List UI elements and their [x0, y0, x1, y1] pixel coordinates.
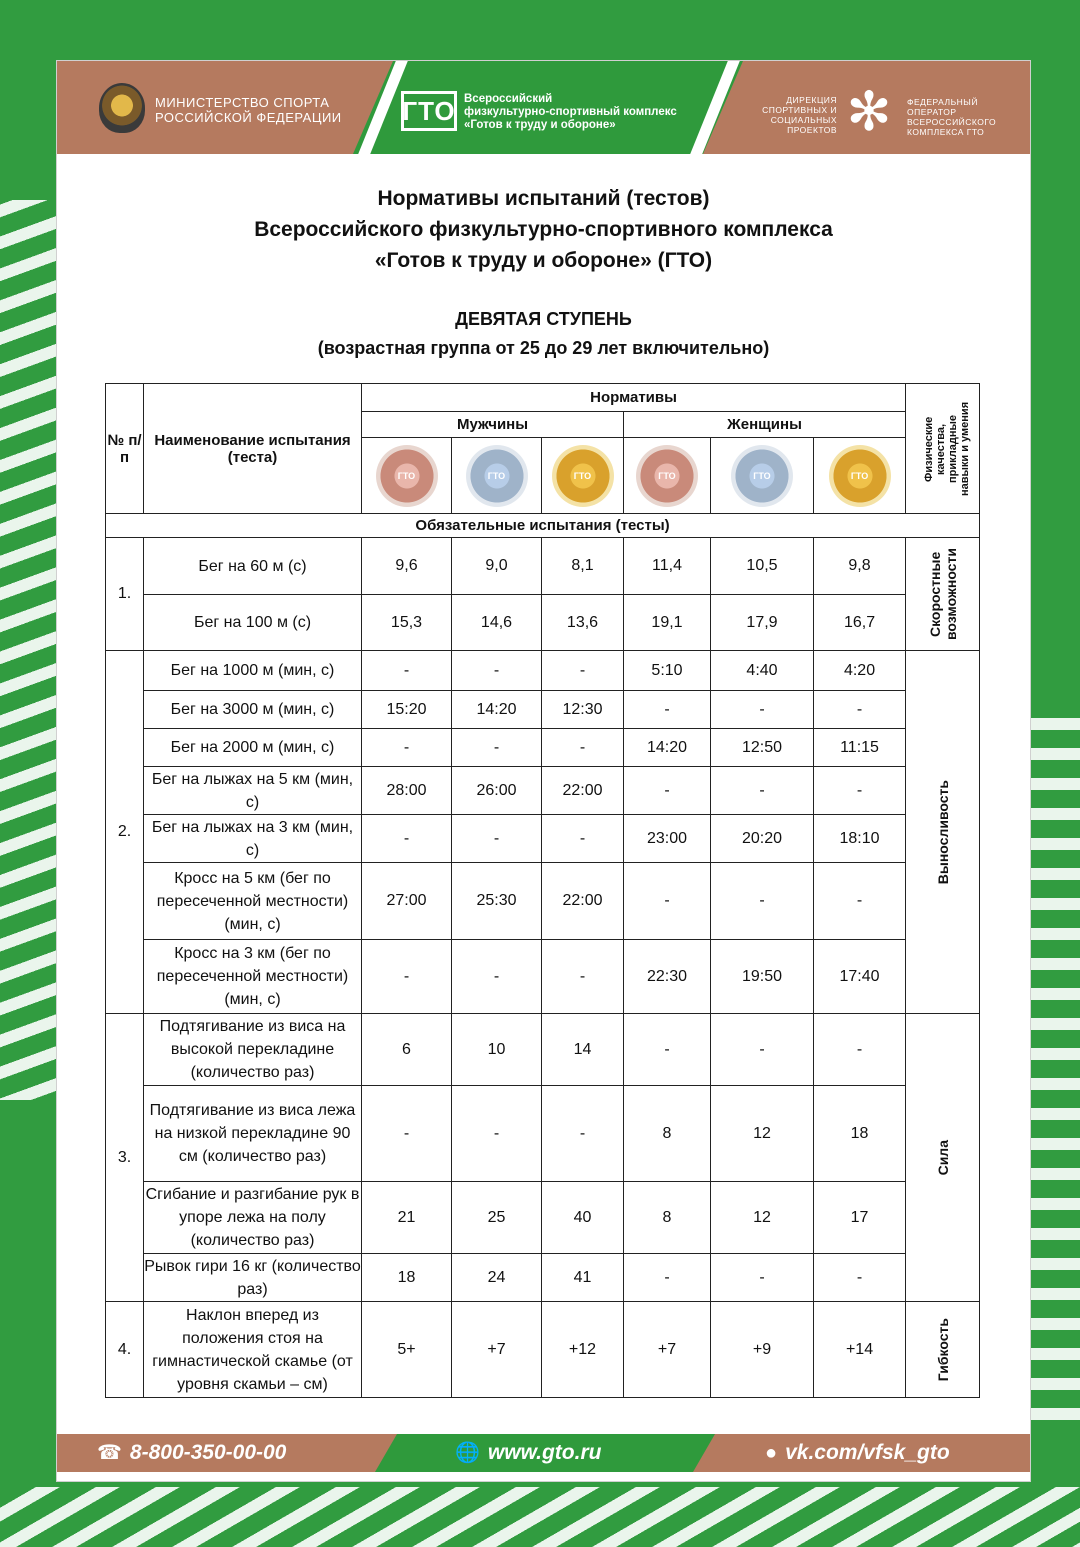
phone-icon: ☎	[97, 1442, 122, 1464]
gto-text-line: «Готов к труду и обороне»	[464, 119, 616, 131]
badge-silver-men	[452, 438, 542, 514]
norm-cell: 4:40	[711, 651, 814, 691]
norm-cell: +9	[711, 1302, 814, 1398]
table-row	[106, 691, 980, 729]
table-row	[106, 595, 980, 651]
quality-cell	[906, 1302, 980, 1398]
test-name: Наклон вперед из положения стоя на гимнастической скамье (от уровня скамьи – см)	[144, 1302, 362, 1398]
table-row	[106, 1302, 980, 1398]
test-name: Подтягивание из виса на высокой перекладине (количество раз)	[144, 1014, 362, 1086]
norm-cell: -	[362, 940, 452, 1014]
norm-cell: 10	[452, 1014, 542, 1086]
norm-cell: 14,6	[452, 595, 542, 651]
test-name: Кросс на 3 км (бег по пересеченной местности) (мин, с)	[144, 940, 362, 1014]
title-line: Всероссийского физкультурно-спортивного комплекса	[254, 218, 833, 241]
test-name: Бег на 60 м (с)	[144, 538, 362, 595]
norm-cell: 4:20	[814, 651, 906, 691]
badge-bronze-men	[362, 438, 452, 514]
document-page	[56, 60, 1031, 1482]
norm-cell: 18	[814, 1086, 906, 1182]
test-name: Рывок гири 16 кг (количество раз)	[144, 1254, 362, 1302]
group-num: 2.	[106, 651, 144, 1014]
gto-description	[464, 93, 724, 132]
norm-cell: 22:00	[542, 863, 624, 940]
badge-bronze-women	[624, 438, 711, 514]
table-row	[106, 1086, 980, 1182]
gold-badge-icon: ГТО	[552, 445, 614, 507]
norm-cell: 11:15	[814, 729, 906, 767]
norm-cell: -	[814, 691, 906, 729]
group-num: 1.	[106, 538, 144, 651]
norm-cell: 15,3	[362, 595, 452, 651]
norm-cell: -	[542, 729, 624, 767]
norm-cell: -	[711, 1254, 814, 1302]
footer-band	[57, 1434, 1030, 1472]
norm-cell: +14	[814, 1302, 906, 1398]
silver-badge-icon: ГТО	[731, 445, 793, 507]
norm-cell: +7	[452, 1302, 542, 1398]
gold-badge-icon: ГТО	[829, 445, 891, 507]
footer-phone[interactable]	[97, 1434, 286, 1472]
norm-cell: +7	[624, 1302, 711, 1398]
gto-logo: ГТО	[401, 91, 457, 131]
quality-text: Выносливость	[934, 779, 951, 885]
norm-cell: 6	[362, 1014, 452, 1086]
norm-cell: -	[452, 815, 542, 863]
norm-cell: -	[362, 815, 452, 863]
section-required: Обязательные испытания (тесты)	[106, 514, 980, 538]
vk-url: vk.com/vfsk_gto	[785, 1441, 950, 1464]
direction-name: ДИРЕКЦИЯ СПОРТИВНЫХ И СОЦИАЛЬНЫХ ПРОЕКТОВ	[762, 95, 837, 135]
norm-cell: 12:30	[542, 691, 624, 729]
norm-cell: 18:10	[814, 815, 906, 863]
quality-cell	[906, 1014, 980, 1302]
test-name: Бег на 2000 м (мин, с)	[144, 729, 362, 767]
norm-cell: 10,5	[711, 538, 814, 595]
norm-cell: 12	[711, 1086, 814, 1182]
table-row	[106, 729, 980, 767]
norm-cell: -	[542, 815, 624, 863]
quality-header-text: Физические качества, прикладные навыки и умения	[922, 401, 971, 496]
table-row	[106, 863, 980, 940]
norm-cell: +12	[542, 1302, 624, 1398]
test-name: Подтягивание из виса лежа на низкой перекладине 90 см (количество раз)	[144, 1086, 362, 1182]
norm-cell: 17	[814, 1182, 906, 1254]
norm-cell: -	[542, 1086, 624, 1182]
table-row	[106, 767, 980, 815]
norm-cell: 19,1	[624, 595, 711, 651]
norm-cell: 12:50	[711, 729, 814, 767]
gto-text-line: физкультурно-спортивный комплекс	[464, 106, 677, 118]
norm-cell: 13,6	[542, 595, 624, 651]
norm-cell: -	[814, 1014, 906, 1086]
norm-cell: 22:30	[624, 940, 711, 1014]
norm-cell: 19:50	[711, 940, 814, 1014]
operator-name: ФЕДЕРАЛЬНЫЙ ОПЕРАТОР ВСЕРОССИЙСКОГО КОМПЛЕКСА ГТО	[907, 97, 997, 137]
norm-cell: 16,7	[814, 595, 906, 651]
norm-cell: 9,6	[362, 538, 452, 595]
test-name: Сгибание и разгибание рук в упоре лежа на полу (количество раз)	[144, 1182, 362, 1254]
norm-cell: 11,4	[624, 538, 711, 595]
bronze-badge-icon: ГТО	[636, 445, 698, 507]
quality-cell	[906, 651, 980, 1014]
quality-text: Скоростные возможности	[926, 548, 959, 640]
table-row	[106, 538, 980, 595]
norm-cell: 24	[452, 1254, 542, 1302]
norm-cell: 5:10	[624, 651, 711, 691]
norm-cell: -	[542, 940, 624, 1014]
table-row	[106, 651, 980, 691]
norm-cell: -	[814, 767, 906, 815]
test-name: Кросс на 5 км (бег по пересеченной местности) (мин, с)	[144, 863, 362, 940]
norm-cell: 5+	[362, 1302, 452, 1398]
footer-vk[interactable]	[765, 1434, 950, 1472]
norm-cell: 8	[624, 1182, 711, 1254]
norm-cell: -	[362, 651, 452, 691]
norm-cell: 27:00	[362, 863, 452, 940]
coat-of-arms-icon	[99, 83, 145, 133]
norm-cell: -	[542, 651, 624, 691]
quality-cell	[906, 538, 980, 651]
norm-cell: 20:20	[711, 815, 814, 863]
silver-badge-icon: ГТО	[466, 445, 528, 507]
norm-cell: -	[452, 1086, 542, 1182]
col-header-name: Наименование испытания (теста)	[144, 384, 362, 514]
norm-cell: -	[452, 729, 542, 767]
ministry-name: МИНИСТЕРСТВО СПОРТА РОССИЙСКОЙ ФЕДЕРАЦИИ	[155, 95, 342, 125]
col-header-men: Мужчины	[362, 412, 624, 438]
badge-gold-women	[814, 438, 906, 514]
title-line: Нормативы испытаний (тестов)	[377, 187, 710, 210]
stage-name: ДЕВЯТАЯ СТУПЕНЬ	[455, 309, 632, 329]
norm-cell: -	[452, 940, 542, 1014]
norm-cell: 9,0	[452, 538, 542, 595]
age-group: (возрастная группа от 25 до 29 лет включительно)	[317, 338, 770, 358]
norm-cell: 28:00	[362, 767, 452, 815]
norm-cell: 18	[362, 1254, 452, 1302]
table-row	[106, 1254, 980, 1302]
quality-text: Гибкость	[934, 1317, 951, 1382]
quality-text: Сила	[934, 1139, 951, 1176]
norm-cell: 23:00	[624, 815, 711, 863]
norm-cell: 25:30	[452, 863, 542, 940]
table-row	[106, 1182, 980, 1254]
star-emblem-icon: ✻	[846, 82, 892, 142]
col-header-num: № п/п	[106, 384, 144, 514]
site-url: www.gto.ru	[487, 1441, 602, 1464]
title-line: «Готов к труду и обороне» (ГТО)	[374, 249, 713, 272]
norm-cell: 15:20	[362, 691, 452, 729]
stage-heading	[57, 305, 1030, 363]
norm-cell: -	[624, 863, 711, 940]
group-num: 3.	[106, 1014, 144, 1302]
col-header-quality	[906, 384, 980, 514]
norm-cell: 14:20	[452, 691, 542, 729]
norm-cell: -	[624, 767, 711, 815]
table-row	[106, 940, 980, 1014]
col-header-women: Женщины	[624, 412, 906, 438]
test-name: Бег на 3000 м (мин, с)	[144, 691, 362, 729]
norm-cell: -	[624, 691, 711, 729]
norm-cell: 40	[542, 1182, 624, 1254]
norm-cell: -	[362, 1086, 452, 1182]
document-title	[57, 183, 1030, 276]
decorative-stripes-bottom	[0, 1487, 1080, 1547]
test-name: Бег на 100 м (с)	[144, 595, 362, 651]
norm-cell: 17:40	[814, 940, 906, 1014]
norm-cell: -	[711, 1014, 814, 1086]
globe-icon: 🌐	[455, 1442, 480, 1464]
table-row	[106, 815, 980, 863]
bronze-badge-icon: ГТО	[376, 445, 438, 507]
norm-cell: -	[711, 863, 814, 940]
norm-cell: 26:00	[452, 767, 542, 815]
norm-cell: -	[362, 729, 452, 767]
norm-cell: -	[711, 691, 814, 729]
norm-cell: -	[624, 1014, 711, 1086]
table-row	[106, 1014, 980, 1086]
norm-cell: 21	[362, 1182, 452, 1254]
norm-cell: -	[814, 863, 906, 940]
test-name: Бег на лыжах на 3 км (мин, с)	[144, 815, 362, 863]
norm-cell: 8	[624, 1086, 711, 1182]
norms-table	[105, 383, 980, 1398]
norm-cell: 8,1	[542, 538, 624, 595]
norm-cell: 41	[542, 1254, 624, 1302]
norm-cell: 22:00	[542, 767, 624, 815]
col-header-norms: Нормативы	[362, 384, 906, 412]
norm-cell: -	[624, 1254, 711, 1302]
phone-number: 8-800-350-00-00	[129, 1441, 287, 1464]
norm-cell: -	[814, 1254, 906, 1302]
norm-cell: 9,8	[814, 538, 906, 595]
norm-cell: -	[711, 767, 814, 815]
norm-cell: -	[452, 651, 542, 691]
footer-site[interactable]	[455, 1434, 601, 1472]
gto-text-line: Всероссийский	[464, 93, 553, 105]
test-name: Бег на 1000 м (мин, с)	[144, 651, 362, 691]
norm-cell: 14:20	[624, 729, 711, 767]
norm-cell: 14	[542, 1014, 624, 1086]
badge-silver-women	[711, 438, 814, 514]
norm-cell: 17,9	[711, 595, 814, 651]
badge-gold-men	[542, 438, 624, 514]
group-num: 4.	[106, 1302, 144, 1398]
norm-cell: 25	[452, 1182, 542, 1254]
vk-icon: ●	[765, 1442, 778, 1464]
test-name: Бег на лыжах на 5 км (мин, с)	[144, 767, 362, 815]
header-band	[57, 61, 1030, 154]
norm-cell: 12	[711, 1182, 814, 1254]
